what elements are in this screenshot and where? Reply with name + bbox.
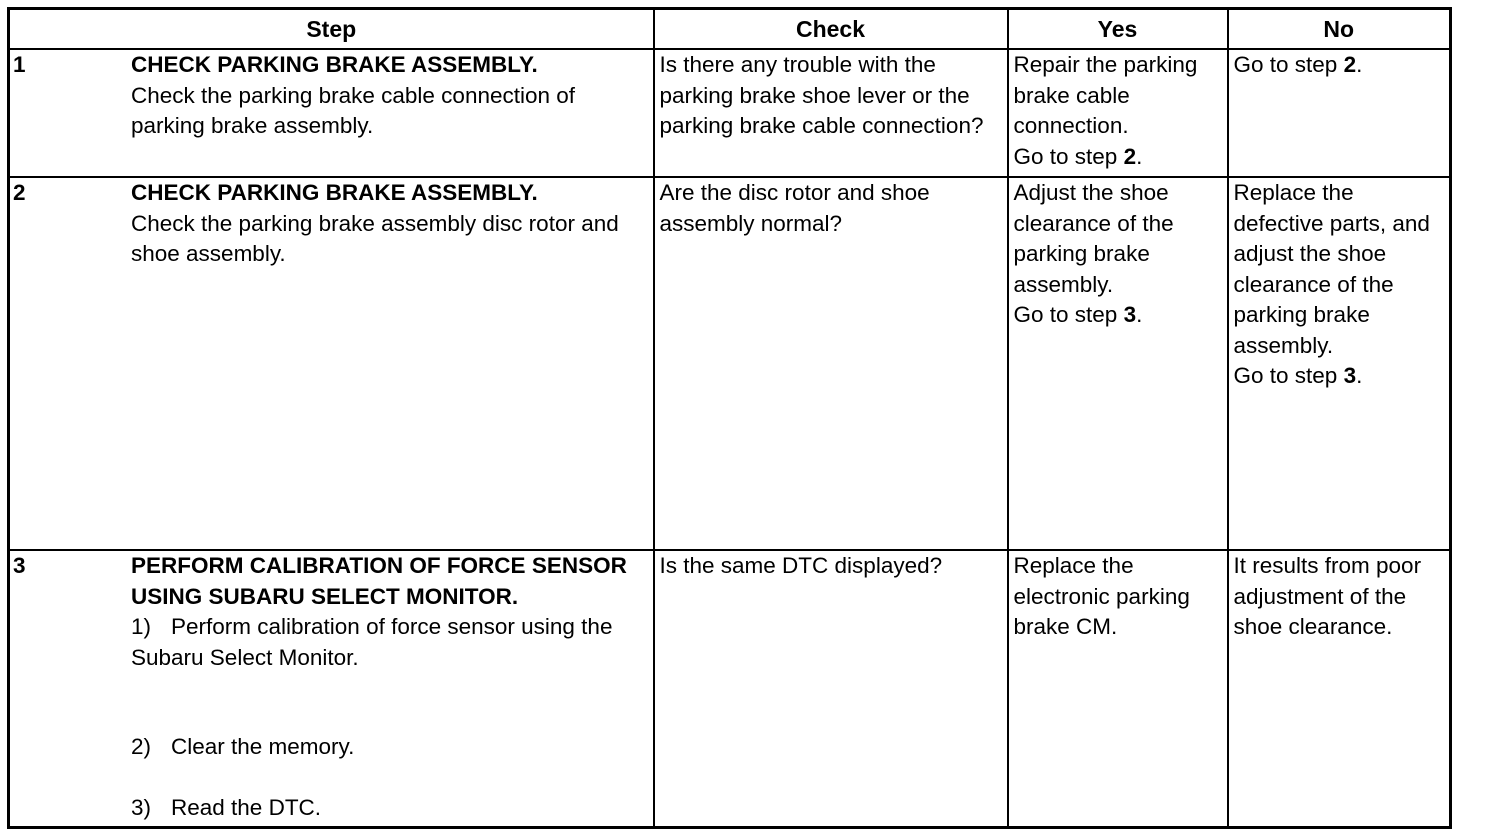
- yes-goto-prefix: Go to step: [1013, 143, 1118, 169]
- yes-goto-step: 2: [1123, 143, 1137, 169]
- sub-step-text: Read the DTC.: [171, 794, 322, 820]
- table-row: [9, 177, 1451, 550]
- yes-goto-step: 3: [1123, 302, 1137, 327]
- table-row: [9, 550, 1451, 828]
- check-cell: [654, 177, 1008, 550]
- no-goto-prefix: Go to step: [1233, 52, 1338, 77]
- step-description: Check the parking brake assembly disc rotor and shoe assembly.: [131, 210, 619, 266]
- step-title: PERFORM CALIBRATION OF FORCE SENSOR USING SUBARU SELECT MONITOR.: [131, 553, 627, 609]
- step-description: Check the parking brake cable connection of parking brake assembly.: [131, 82, 576, 138]
- header-yes: Yes: [1008, 9, 1228, 50]
- header-step: Step: [9, 9, 654, 50]
- yes-cell: Adjust the shoe clearance of the parking brake assembly. Go to step 3.: [1008, 177, 1228, 550]
- yes-goto-prefix: Go to step: [1013, 302, 1118, 327]
- step-title: CHECK PARKING BRAKE ASSEMBLY.: [131, 180, 538, 205]
- step-number: 1: [13, 52, 26, 77]
- check-cell: [654, 550, 1008, 828]
- sub-step-index: 3): [131, 794, 152, 820]
- step-title: CHECK PARKING BRAKE ASSEMBLY.: [131, 52, 538, 77]
- step-cell: [9, 550, 654, 828]
- sub-step-index: 2): [131, 734, 152, 759]
- diagnostic-table: [7, 7, 1452, 829]
- header-no: No: [1228, 9, 1451, 50]
- check-text: Are the disc rotor and shoe assembly normal?: [659, 180, 930, 236]
- check-text: Is the same DTC displayed?: [659, 553, 943, 578]
- step-number: 2: [13, 180, 26, 205]
- step-cell: [9, 177, 654, 550]
- yes-cell: Repair the parking brake cable connection. Go to step 2.: [1008, 49, 1228, 177]
- check-cell: [654, 49, 1008, 177]
- sub-step-item: [131, 612, 647, 673]
- no-goto-step: 3: [1343, 363, 1357, 388]
- yes-cell: [1008, 550, 1228, 828]
- step-cell: [9, 49, 654, 177]
- yes-text: Adjust the shoe clearance of the parking brake assembly.: [1013, 180, 1174, 297]
- no-text: Replace the defective parts, and adjust the shoe clearance of the parking brake assembly.: [1233, 180, 1430, 358]
- no-text: It results from poor adjustment of the shoe clearance.: [1233, 553, 1422, 639]
- sub-step-item: [131, 793, 647, 824]
- header-check: Check: [654, 9, 1008, 50]
- sub-step-index: 1): [131, 614, 152, 639]
- sub-step-item: [131, 732, 647, 763]
- check-text: Is there any trouble with the parking brake shoe lever or the parking brake cable connection?: [659, 52, 984, 138]
- no-cell: Go to step 2.: [1228, 49, 1451, 177]
- no-cell: [1228, 550, 1451, 828]
- no-cell: Replace the defective parts, and adjust the shoe clearance of the parking brake assembly. Go to step 3.: [1228, 177, 1451, 550]
- no-goto-step: 2: [1343, 52, 1357, 77]
- table-row: [9, 49, 1451, 177]
- yes-text: Repair the parking brake cable connection.: [1013, 52, 1198, 138]
- yes-text: Replace the electronic parking brake CM.: [1013, 553, 1190, 639]
- step-number: 3: [13, 553, 26, 578]
- sub-step-text: Perform calibration of force sensor using the Subaru Select Monitor.: [131, 614, 613, 670]
- no-goto-prefix: Go to step: [1233, 363, 1338, 388]
- sub-step-text: Clear the memory.: [171, 734, 355, 759]
- header-row: [9, 9, 1451, 50]
